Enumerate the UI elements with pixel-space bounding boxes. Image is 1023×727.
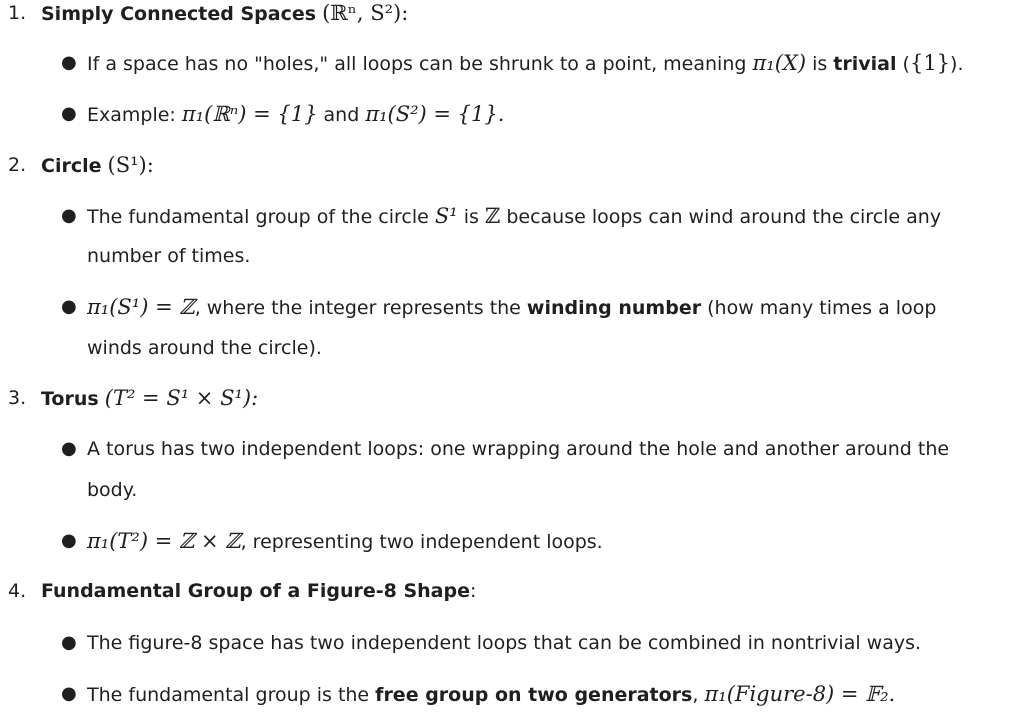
bullet-text: ( — [896, 53, 910, 75]
bullet-text: , representing two independent loops. — [240, 531, 603, 553]
bullet-dot: ● — [61, 632, 77, 653]
bullet-dot: ● — [61, 52, 77, 73]
bullet-dot: ● — [61, 103, 77, 124]
bullet-dot: ● — [61, 530, 77, 551]
section-title-math: (ℝⁿ, S²): — [322, 1, 409, 25]
math-expression: π₁(S¹) = ℤ — [87, 295, 195, 319]
section-title: Simply Connected Spaces — [41, 3, 317, 25]
bullet-text: The figure-8 space has two independent loops that can be combined in nontrivial ways. — [87, 632, 922, 654]
bold-term: free group on two generators — [375, 684, 693, 706]
bullet-text: , — [692, 684, 705, 706]
section-number: 4. — [8, 580, 27, 602]
math-expression: π₁(X) — [752, 51, 807, 75]
bullet-text: , where the integer represents the — [194, 297, 527, 319]
section-number: 1. — [8, 2, 27, 24]
math-expression: π₁(Figure-8) = 𝔽₂. — [704, 682, 896, 706]
bullet-text: The fundamental group is the — [87, 684, 376, 706]
bullet-text: ). — [950, 53, 964, 75]
math-expression: ℤ — [484, 204, 501, 228]
section-title: Circle — [41, 155, 102, 177]
bullet-text: The fundamental group of the circle — [87, 206, 435, 228]
bullet-text: winds around the circle). — [87, 337, 322, 359]
bullet-dot: ● — [61, 205, 77, 226]
bullet-dot: ● — [61, 296, 77, 317]
bullet-text: and — [317, 104, 366, 126]
bullet-text: body. — [87, 479, 138, 501]
bold-term: trivial — [833, 53, 897, 75]
math-expression: S¹ — [434, 204, 458, 228]
bullet-text: number of times. — [87, 245, 251, 267]
math-expression: {1} — [909, 51, 951, 75]
bullet-dot: ● — [61, 683, 77, 704]
bullet-text: A torus has two independent loops: one wrapping around the hole and another around the — [87, 438, 950, 460]
math-expression: π₁(ℝⁿ) = {1} — [181, 102, 318, 126]
bullet-text: is — [806, 53, 834, 75]
math-expression: π₁(S²) = {1}. — [365, 102, 505, 126]
section-number: 2. — [8, 154, 27, 176]
section-title: Fundamental Group of a Figure-8 Shape — [41, 580, 470, 602]
section-title-math: (T² = S¹ × S¹): — [104, 386, 259, 410]
math-expression: π₁(T²) = ℤ × ℤ — [87, 529, 241, 553]
bullet-text: (how many times a loop — [701, 297, 937, 319]
bold-term: winding number — [526, 297, 702, 319]
section-title-math: (S¹): — [107, 153, 154, 177]
bullet-text: because loops can wind around the circle any — [500, 206, 942, 228]
section-title-colon: : — [470, 580, 477, 602]
bullet-text: Example: — [87, 104, 182, 126]
section-title: Torus — [41, 388, 99, 410]
bullet-text: is — [457, 206, 485, 228]
section-number: 3. — [8, 387, 27, 409]
bullet-dot: ● — [61, 438, 77, 459]
bullet-text: If a space has no "holes," all loops can be shrunk to a point, meaning — [87, 53, 753, 75]
